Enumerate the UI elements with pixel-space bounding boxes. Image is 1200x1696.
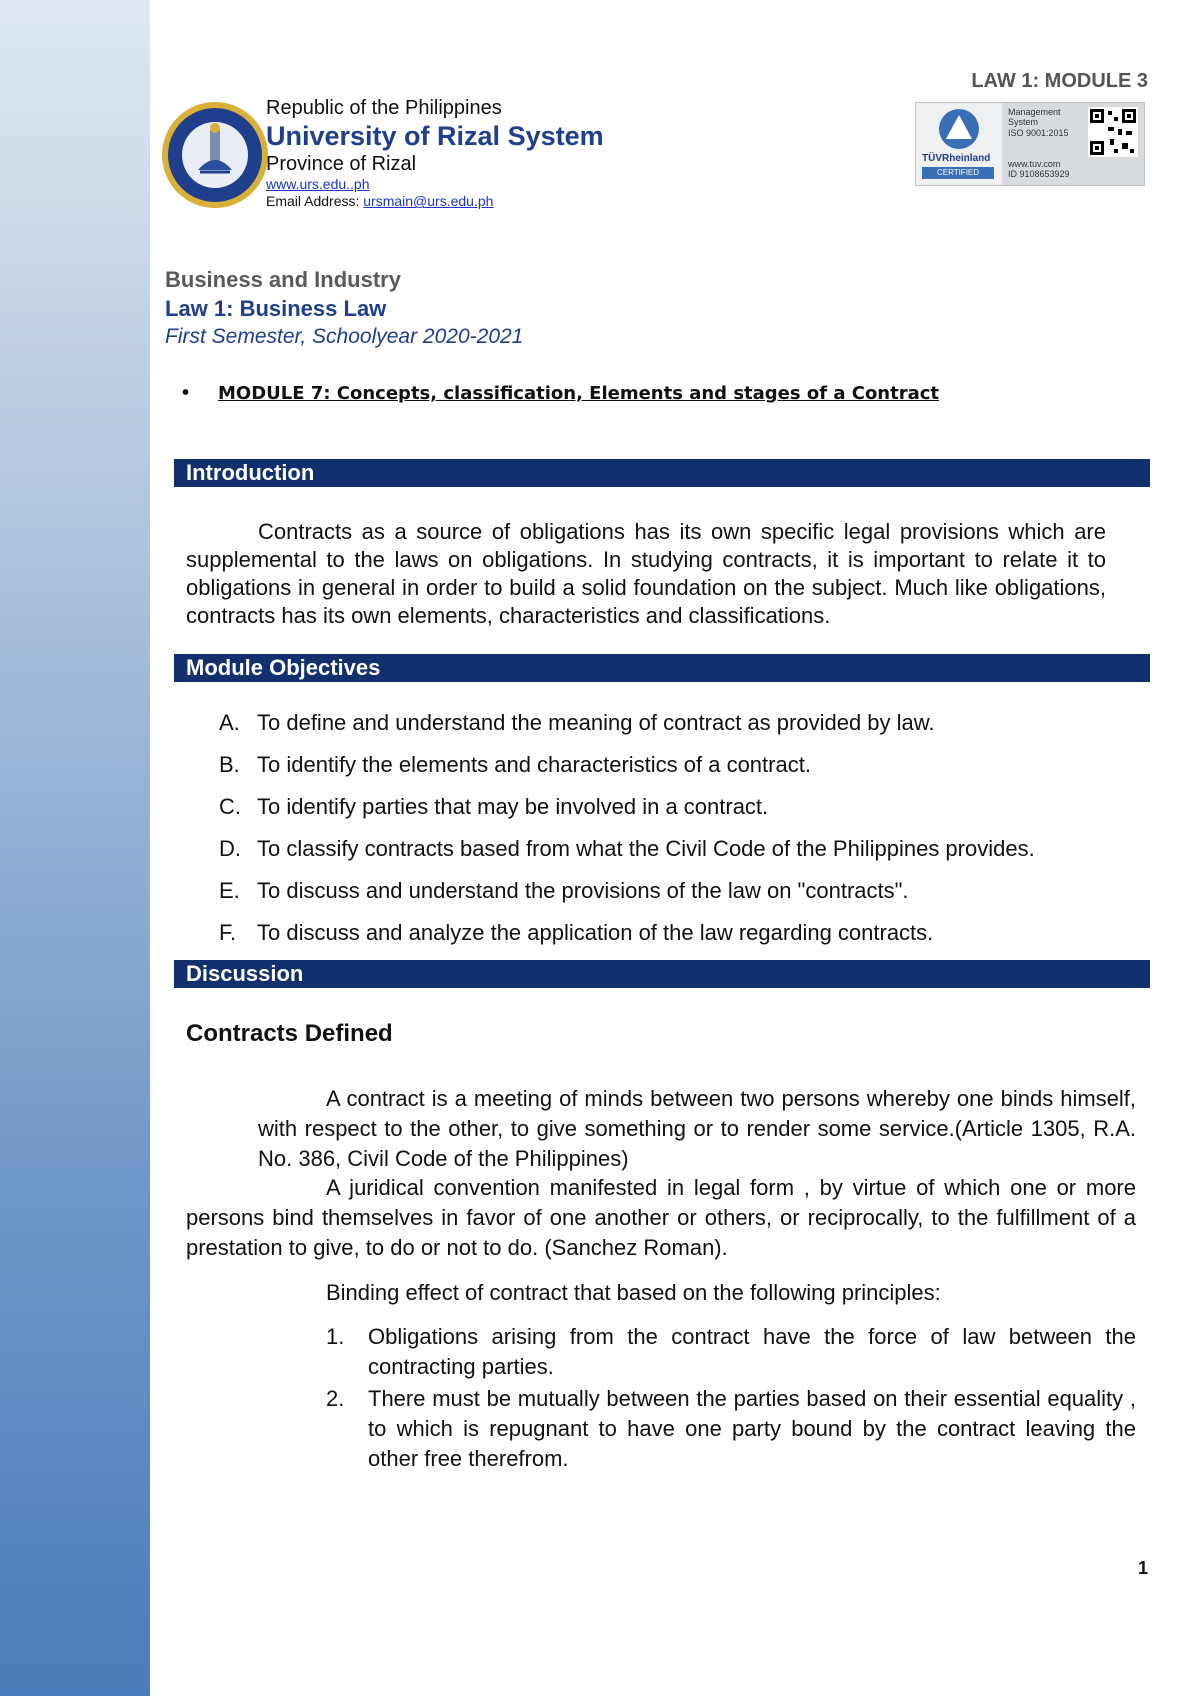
email-link[interactable]: ursmain@urs.edu.ph xyxy=(363,193,494,210)
objective-item xyxy=(219,752,1139,794)
tuv-text: TÜVRheinland xyxy=(922,153,991,164)
objective-item xyxy=(219,878,1139,920)
republic-text: Republic of the Philippines xyxy=(266,97,502,119)
principle-text: There must be mutually between the parties based on their essential equality , to which is repugnant to have one party bound by the contract leaving the other free therefrom. xyxy=(368,1386,1136,1471)
objective-item xyxy=(219,836,1139,878)
objective-item xyxy=(219,710,1139,752)
university-seal-logo xyxy=(160,100,270,210)
objective-item xyxy=(219,794,1139,836)
tuv-logo-panel xyxy=(916,103,1002,185)
juridical-convention-text: A juridical convention manifested in legal form , by virtue of which one or more persons bind themselves in favor of one another or others, or reciprocally, to the fulfillment of a prestation to give, to do or not to do. (Sanchez Roman). xyxy=(186,1175,1136,1260)
semester-text: First Semester, Schoolyear 2020-2021 xyxy=(165,325,524,349)
email-line xyxy=(266,193,604,210)
mgmt-line-3: ISO 9001:2015 xyxy=(1008,127,1069,138)
module-title-line xyxy=(182,382,939,405)
introduction-text: Contracts as a source of obligations has its own specific legal provisions which are supplemental to the laws on obligations. In studying contracts, it is important to relate it to obligations in general in order to build a solid foundation on the subject. Much like obligations, contracts has its own elements, characteristics and classifications. xyxy=(186,519,1106,628)
course-info xyxy=(165,266,523,350)
principle-text: Obligations arising from the contract have the force of law between the contracting parties. xyxy=(368,1324,1136,1379)
objective-letter: F. xyxy=(219,920,237,945)
introduction-paragraph xyxy=(186,518,1106,630)
objective-text: To identify parties that may be involved in a contract. xyxy=(257,794,769,819)
binding-effect-intro: Binding effect of contract that based on the following principles: xyxy=(326,1280,941,1305)
objective-letter: D. xyxy=(219,836,241,861)
juridical-convention-paragraph xyxy=(186,1173,1136,1263)
objectives-list xyxy=(219,710,1139,962)
objective-text: To discuss and analyze the application of the law regarding contracts. xyxy=(257,920,934,945)
course-title: Law 1: Business Law xyxy=(165,295,387,321)
objective-letter: E. xyxy=(219,878,240,903)
objective-text: To discuss and understand the provisions of the law on "contracts". xyxy=(257,878,909,903)
university-name: University of Rizal System xyxy=(266,121,604,151)
certified-label: CERTIFIED xyxy=(922,167,994,179)
contract-definition-paragraph xyxy=(258,1084,1136,1174)
website-link[interactable]: www.urs.edu..ph xyxy=(266,176,370,193)
qr-code-icon xyxy=(1088,107,1138,157)
objective-letter: A. xyxy=(219,710,240,735)
principle-number: 2. xyxy=(326,1386,345,1411)
module-header-label: LAW 1: MODULE 3 xyxy=(971,70,1148,92)
bullet-icon: • xyxy=(182,382,190,404)
objective-text: To define and understand the meaning of contract as provided by law. xyxy=(257,710,935,735)
principle-number: 1. xyxy=(326,1324,345,1349)
objective-item xyxy=(219,920,1139,962)
certificate-website: www.tuv.com xyxy=(1008,159,1061,169)
contracts-defined-heading: Contracts Defined xyxy=(186,1020,393,1047)
mgmt-line-2: System xyxy=(1008,117,1039,128)
decorative-sidebar xyxy=(0,0,150,1696)
university-header xyxy=(266,96,604,210)
introduction-section-bar: Introduction xyxy=(174,459,1150,487)
contract-definition-text: A contract is a meeting of minds between two persons whereby one binds himself, with respect to the other, to give something or to render some service.(Article 1305, R.A. No. 386, Civil Code of the Philippines) xyxy=(258,1086,1136,1171)
objective-letter: B. xyxy=(219,752,240,777)
principles-list xyxy=(326,1322,1136,1476)
tuv-triangle-icon xyxy=(916,103,1002,153)
discussion-section-bar: Discussion xyxy=(174,960,1150,988)
department-name: Business and Industry xyxy=(165,267,401,292)
certificate-id: ID 9108653929 xyxy=(1008,169,1070,180)
principle-item xyxy=(326,1384,1136,1474)
page-number: 1 xyxy=(1138,1558,1149,1578)
certificate-web-text xyxy=(1008,159,1070,180)
objectives-section-bar: Module Objectives xyxy=(174,654,1150,682)
objective-letter: C. xyxy=(219,794,241,819)
objective-text: To classify contracts based from what the Civil Code of the Philippines provides. xyxy=(257,836,1035,861)
objective-text: To identify the elements and characteristics of a contract. xyxy=(257,752,811,777)
email-label: Email Address: xyxy=(266,193,364,210)
management-system-text xyxy=(1008,107,1088,138)
mgmt-line-1: Management xyxy=(1008,107,1061,117)
principle-item xyxy=(326,1322,1136,1382)
province-text: Province of Rizal xyxy=(266,153,417,176)
iso-certification-badge xyxy=(915,102,1145,186)
module-title: MODULE 7: Concepts, classification, Elements and stages of a Contract xyxy=(218,383,940,404)
